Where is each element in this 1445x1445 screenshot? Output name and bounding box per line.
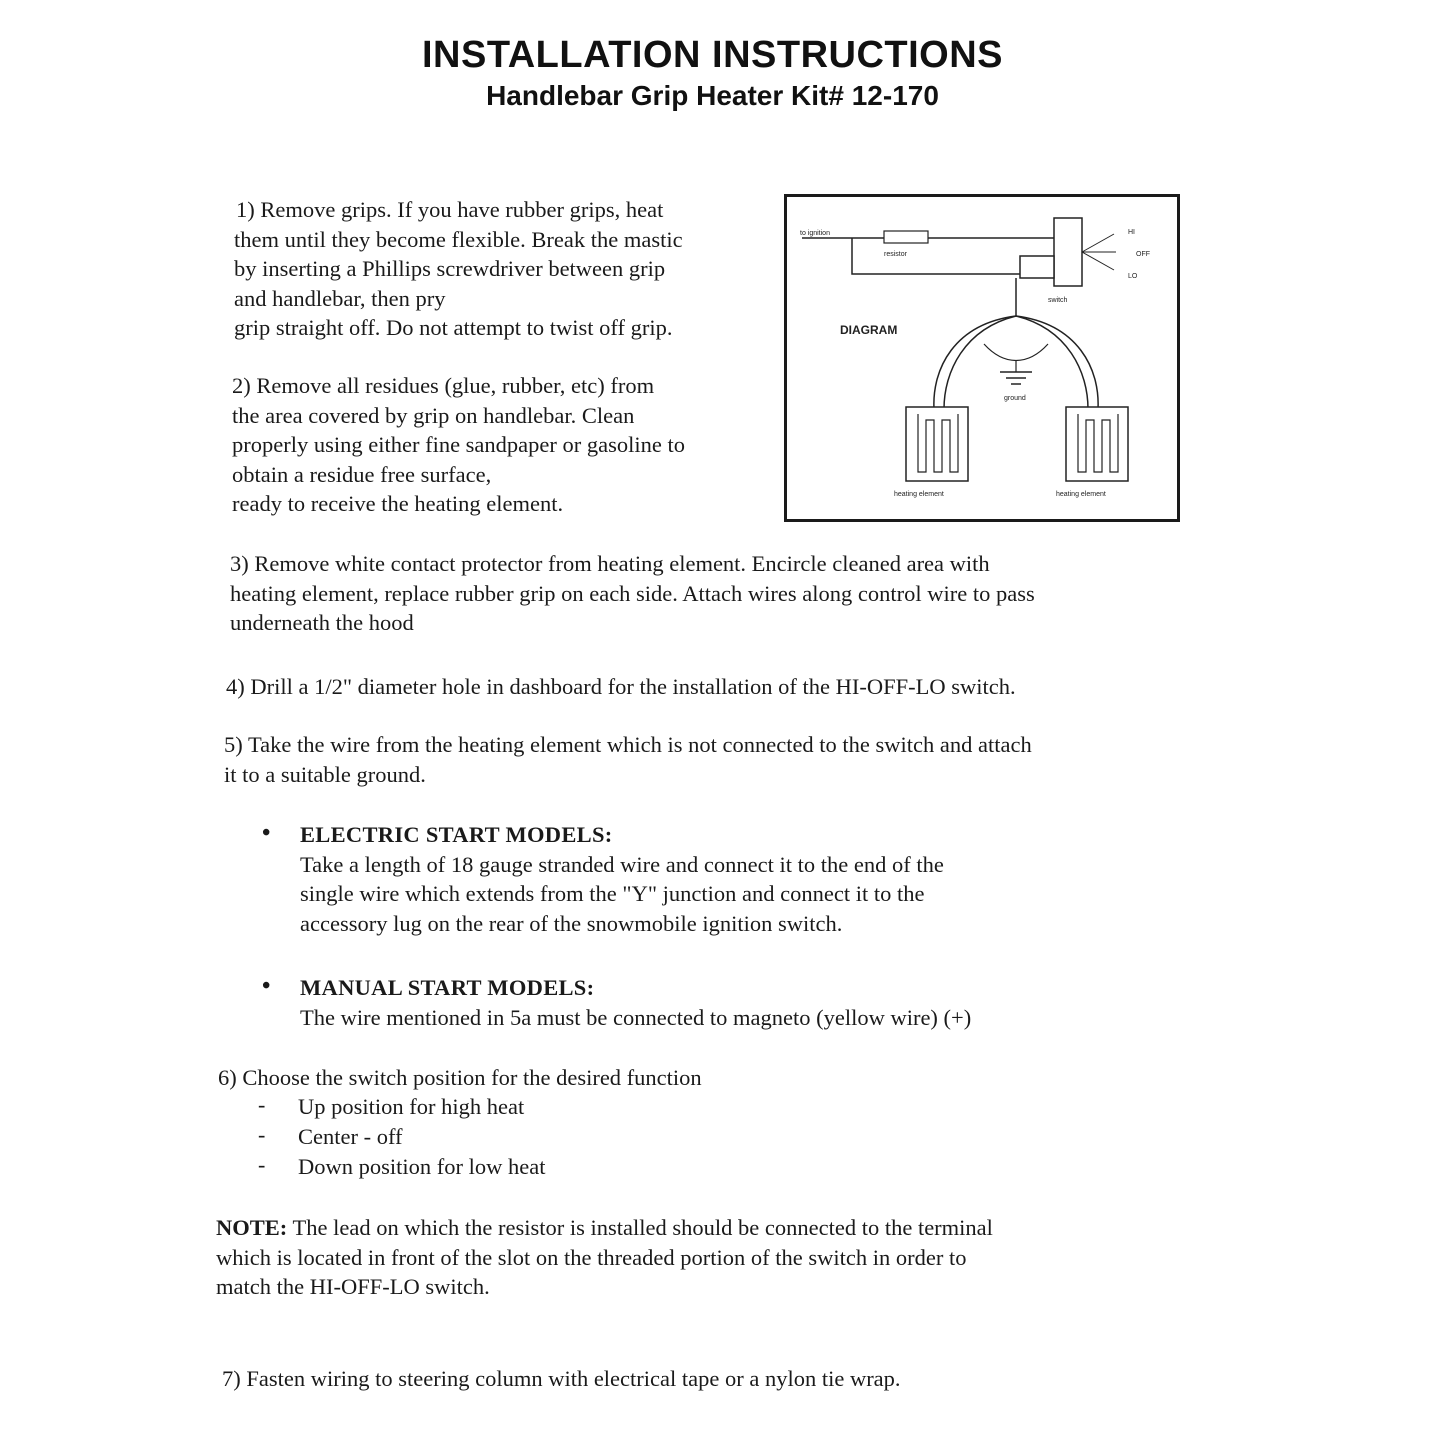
bullet-icon: • [262, 820, 271, 846]
heating-element-right-label: heating element [1056, 491, 1106, 498]
note-line: which is located in front of the slot on the threaded portion of the switch in order to [216, 1244, 967, 1270]
step-6-intro: 6) Choose the switch position for the desired function [218, 1065, 702, 1090]
note-line: NOTE: The lead on which the resistor is installed should be connected to the terminal [216, 1215, 993, 1240]
step-1-line: by inserting a Phillips screwdriver between grip [234, 256, 666, 281]
option-low: Down position for low heat [298, 1154, 546, 1179]
ground-label: ground [1004, 395, 1026, 402]
wiring-diagram [784, 194, 1180, 522]
step-1-line: them until they become flexible. Break the mastic [234, 226, 683, 252]
dash-icon: - [258, 1152, 266, 1177]
step-7 [222, 1364, 901, 1394]
step-2-line: 2) Remove all residues (glue, rubber, etc) from [232, 373, 655, 398]
step-7-line: 7) Fasten wiring to steering column with electrical tape or a nylon tie wrap. [222, 1366, 901, 1391]
step-2-line: properly using either fine sandpaper or gasoline to [232, 432, 685, 457]
step-6-option [298, 1152, 545, 1182]
hi-label: HI [1128, 229, 1135, 236]
wiring-diagram-svg [784, 194, 1180, 522]
manual-start-section [300, 973, 971, 1032]
lo-label: LO [1128, 273, 1138, 280]
step-1-line: 1) Remove grips. If you have rubber grips, heat [236, 197, 664, 222]
page-subtitle: Handlebar Grip Heater Kit# 12-170 [486, 80, 939, 111]
step-2 [232, 371, 685, 519]
dash-icon: - [258, 1122, 266, 1147]
resistor-label: resistor [884, 251, 907, 258]
off-label: OFF [1136, 251, 1150, 258]
step-1-line: and handlebar, then pry [234, 285, 446, 311]
step-2-line: obtain a residue free surface, [232, 461, 492, 487]
step-2-line: the area covered by grip on handlebar. Clean [232, 402, 635, 428]
electric-start-line: single wire which extends from the "Y" junction and connect it to the [300, 881, 925, 906]
step-6 [218, 1063, 702, 1093]
heating-element-right [1066, 407, 1128, 481]
step-1-line: grip straight off. Do not attempt to twist off grip. [234, 315, 673, 340]
step-2-line: ready to receive the heating element. [232, 491, 564, 516]
manual-start-line: The wire mentioned in 5a must be connected to magneto (yellow wire) (+) [300, 1004, 972, 1030]
diagram-label: DIAGRAM [840, 323, 898, 337]
electric-start-heading: ELECTRIC START MODELS: [300, 822, 613, 847]
electric-start-line: Take a length of 18 gauge stranded wire and connect it to the end of the [300, 851, 944, 877]
electric-start-section [300, 820, 944, 938]
step-3 [230, 549, 1035, 638]
note-line: match the HI-OFF-LO switch. [216, 1274, 490, 1299]
note [216, 1213, 993, 1302]
switch-symbol [1054, 218, 1082, 286]
step-6-option [298, 1122, 403, 1152]
switch-label: switch [1048, 297, 1068, 304]
step-1 [236, 195, 683, 343]
dash-icon: - [258, 1092, 266, 1117]
option-high: Up position for high heat [298, 1094, 525, 1119]
electric-start-line: accessory lug on the rear of the snowmobile ignition switch. [300, 910, 843, 936]
heating-element-left [906, 407, 968, 481]
step-4 [226, 672, 1016, 702]
step-3-line: heating element, replace rubber grip on each side. Attach wires along control wire to pass [230, 580, 1035, 606]
step-3-line: 3) Remove white contact protector from heating element. Encircle cleaned area with [230, 551, 990, 576]
step-5-line: 5) Take the wire from the heating element which is not connected to the switch and attach [224, 732, 1032, 757]
page-title: INSTALLATION INSTRUCTIONS [421, 34, 1004, 76]
step-3-line: underneath the hood [230, 610, 414, 635]
option-off: Center - off [298, 1124, 403, 1149]
note-prefix: NOTE: [216, 1215, 288, 1240]
step-5 [224, 730, 1032, 789]
step-4-line: 4) Drill a 1/2" diameter hole in dashboard for the installation of the HI-OFF-LO switch. [226, 674, 1016, 699]
manual-start-heading: MANUAL START MODELS: [300, 975, 595, 1000]
step-5-line: it to a suitable ground. [224, 761, 426, 787]
to-ignition-label: to ignition [800, 230, 830, 237]
step-6-option [298, 1092, 524, 1122]
heating-element-left-label: heating element [894, 491, 944, 498]
resistor-symbol [884, 231, 928, 243]
bullet-icon: • [262, 973, 271, 999]
